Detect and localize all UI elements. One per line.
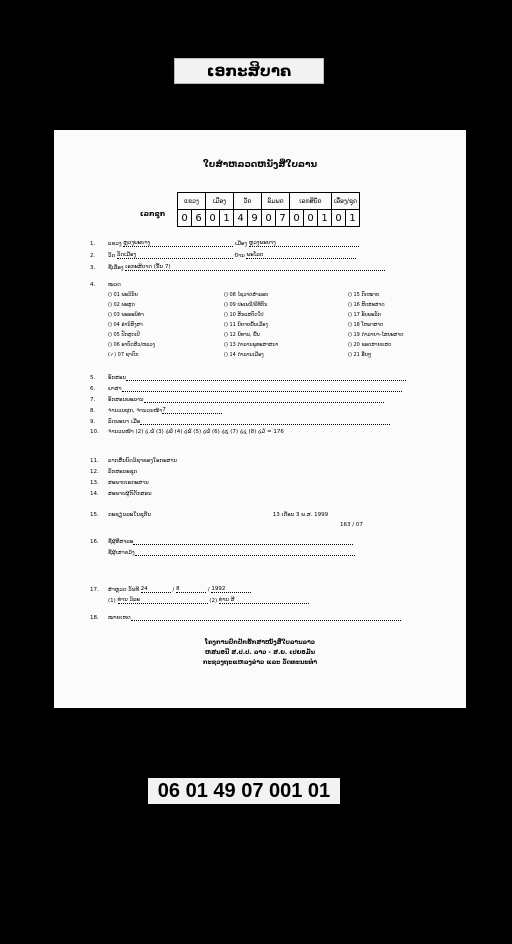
copy-date-field xyxy=(140,418,390,425)
copy-date-label: ລົດພະນາ ເມື່ອ xyxy=(108,419,141,425)
category-option[interactable]: () 12 ນິທານ, ພື້ນ xyxy=(224,332,260,338)
code-digit: 0 xyxy=(304,210,318,227)
category-option[interactable]: () 08 ໄຊວາດສຳລອບ xyxy=(224,292,269,298)
document-tag-label: ເອກະສິບາຄ xyxy=(174,58,324,84)
code-digit: 0 xyxy=(178,210,192,227)
sponsor-field xyxy=(133,538,353,545)
field-row-17b: (1) ທ່ານ ວິລະ (2) ທ່ານ ສີ xyxy=(108,597,309,604)
field-row-16: 16. ຊື່ຜູ້ທີ່ສາລະ xyxy=(90,538,353,545)
category-option[interactable]: () 09 ປະເພນີ/ພີທີກັນ xyxy=(224,302,268,308)
colophon-days: 163 xyxy=(340,522,351,528)
scribe-label: ຊື່ຜູ້ເສາຂວ້ງ xyxy=(108,550,135,556)
code-header-row xyxy=(178,193,360,210)
code-header-province: ແຂວງ xyxy=(178,193,206,210)
bundle-type-label: ລັກສະນະຊຸດ xyxy=(108,469,138,475)
category-option[interactable]: () 18 ໂຫລາສາດ xyxy=(348,322,384,328)
script-label: ອັກສອນ xyxy=(108,375,127,381)
code-digit: 9 xyxy=(248,210,262,227)
code-digit: 0 xyxy=(290,210,304,227)
field-village-label: ບ້ານ xyxy=(234,253,245,259)
field-row-6: 6. ພາສາ xyxy=(90,385,402,392)
code-header-item: ເລກສິບັດ xyxy=(290,193,332,210)
code-header-temple: ວັດ xyxy=(234,193,262,210)
category-option[interactable]: (✓) 07 ຊາດົກ xyxy=(108,352,139,358)
field-village-text: ພະໂລດ xyxy=(246,252,264,258)
code-digit: 1 xyxy=(346,210,360,227)
survey-year-field xyxy=(211,586,251,593)
bundle-count-field xyxy=(162,407,222,414)
field-temple-value xyxy=(117,252,233,259)
category-option[interactable]: () 06 ອາບົດສີວ/ຫລວງ xyxy=(108,342,156,348)
bundle-count-label: ຈຳນວນຜູກ, ຈຳນວນໜ້າ xyxy=(108,408,163,414)
page-count-label: ຈຳນວນໜ້າ xyxy=(108,429,134,435)
field-title-value xyxy=(125,264,385,271)
field-district-label: ເມືອງ xyxy=(235,241,248,247)
form-footer xyxy=(54,638,466,668)
completeness-label: ລາກສື່ນບົດວິຊາຂອງໃອກະສານ xyxy=(108,458,178,464)
sponsor-label: ຊື່ຜູ້ທີ່ສາລະ xyxy=(108,539,134,545)
category-option[interactable]: () 01 ພະວິນັຍ xyxy=(108,292,138,298)
field-title-label: ຊື່ເລື່ອງ xyxy=(108,265,124,271)
field-row-13: 13. ສະພາບເອກະສານ xyxy=(90,480,149,486)
code-digit-row xyxy=(178,210,360,227)
category-option[interactable]: () 02 ພະສູດ xyxy=(108,302,135,308)
code-digit: 0 xyxy=(262,210,276,227)
condition-label: ສະພາບເອກະສານ xyxy=(108,480,149,486)
field-category-label: ໝວດ xyxy=(108,282,121,288)
field-row-12: 12. ລັກສະນະຊຸດ xyxy=(90,469,138,475)
field-row-11: 11. ລາກສື່ນບົດວິຊາຂອງໃອກະສານ xyxy=(90,458,178,464)
field-province-text: ຫຼວງພະບາງ xyxy=(123,240,151,246)
remarks-label: ໝາຍເຫດ xyxy=(108,615,131,621)
field-row-17: 17. ສຳຫຼວດ ວັນທີ 24 / 8 / 1992 xyxy=(90,586,251,593)
field-row-1: 1. ແຂວງ ຫຼວງພະບາງ ເມືອງ ຫຼວງພະບາງ xyxy=(90,240,359,247)
category-option[interactable]: () 14 ດຳລານເມືອງ xyxy=(224,352,264,358)
code-digit: 6 xyxy=(192,210,206,227)
category-option[interactable]: () 20 ຂອດສາຍຍສດ xyxy=(348,342,392,348)
survey-month-field xyxy=(176,586,206,593)
field-temple-label: ວັດ xyxy=(108,253,116,259)
category-option[interactable]: () 16 ສົດສະສາດ xyxy=(348,302,385,308)
code-digit: 0 xyxy=(332,210,346,227)
category-option[interactable]: () 11 ນິຍາຍພື້ນເມືອງ xyxy=(224,322,268,328)
field-row-7: 7. ອັກສອນພະລານ xyxy=(90,396,384,403)
colophon-extra: 163 / 07 xyxy=(340,522,363,528)
script-condition-label: ສະພາບຜູ້ກົດັກສອນ xyxy=(108,491,152,497)
category-option[interactable]: () 15 ກົດໝາຍ xyxy=(348,292,380,298)
field-province-label: ແຂວງ xyxy=(108,241,122,247)
field-row-4: 4. ໝວດ xyxy=(90,282,121,288)
field-province-value xyxy=(123,240,233,247)
surveyor-2-field xyxy=(219,597,309,604)
code-header-category: ລົມພດ xyxy=(262,193,290,210)
field-row-2: 2. ວັດ ວັດເມືອງ ບ້ານ ພະໂລດ xyxy=(90,252,356,259)
colophon-month: 07 xyxy=(355,522,363,528)
field-row-16b xyxy=(108,549,355,556)
field-row-5: 5. ອັກສອນ xyxy=(90,374,406,381)
footer-line: ກະຊວງຖະແຫລງຂ່າວ ແລະ ວັດທະນະທຳ xyxy=(202,659,318,666)
field-district-value xyxy=(249,240,359,247)
colophon-label: ກະຊຽນລະໃນຊຸກີ່ນ xyxy=(108,512,151,518)
footer-line: ຫສນອນີ ສ.ປ.ປ. ລາວ - ສ.ຍ. ເປຍອມັນ xyxy=(204,649,316,656)
category-option[interactable]: () 21 ອື່ນໆ xyxy=(348,352,372,358)
field-row-15: 15. ກະຊຽນລະໃນຊຸກີ່ນ 13 ເດືອນ 3 ພ.ສ. 1999 xyxy=(90,512,329,518)
scribe-field xyxy=(135,549,355,556)
field-title-text: ເອກະສິບາດ (ນັ້ນ 7) xyxy=(125,264,171,270)
field-village-value xyxy=(246,252,356,259)
field-row-9: 9. ລົດພະນາ ເມື່ອ xyxy=(90,418,390,425)
field-row-8: 8. ຈຳນວນຜູກ, ຈຳນວນໜ້າ7 xyxy=(90,407,222,414)
form-title: ໃບສຳຫລວດຫນັງສືໃບລານ xyxy=(202,160,318,170)
code-digit: 0 xyxy=(206,210,220,227)
bundle-count-value: 7 xyxy=(162,407,166,413)
category-option[interactable]: () 05 ປັກສູດເປີ xyxy=(108,332,140,338)
script-options xyxy=(126,374,406,381)
field-temple-text: ວັດເມືອງ xyxy=(116,252,137,258)
survey-day-field xyxy=(141,586,171,593)
field-row-10: 10. ຈຳນວນໜ້າ (2) ໒.໖ (3) ໒໖ (4) ໒໖ (5) ໒໖ (6) ໒໕ (7) ໒໔ (8) ໒໓ = 176 xyxy=(90,429,284,435)
code-label: ເລກຊຸກ xyxy=(140,210,166,218)
footer-line: ໂຄງການປົກປັກຮັກສາໜັງສືໃບລານລາວ xyxy=(204,639,316,646)
survey-form-sheet xyxy=(54,130,466,708)
page-count-total: = 176 xyxy=(266,429,284,435)
language-options xyxy=(122,385,402,392)
colophon-date: 13 ເດືອນ 3 ພ.ສ. 1999 xyxy=(272,512,329,518)
surveyor-1-field xyxy=(118,597,208,604)
remarks-field xyxy=(131,614,401,621)
field-row-14: 14. ສະພາບຜູ້ກົດັກສອນ xyxy=(90,491,152,497)
field-district-text: ຫຼວງພະບາງ xyxy=(248,240,276,246)
category-option[interactable]: () 13 ດຳລານພູທະສາສນາ xyxy=(224,342,279,348)
field-row-3: 3. ຊື່ເລື່ອງ ເອກະສິບາດ (ນັ້ນ 7) xyxy=(90,264,385,271)
code-digit: 1 xyxy=(318,210,332,227)
category-option[interactable]: () 04 ອຳນິສົງສາ xyxy=(108,322,143,328)
survey-date-label: ສຳຫຼວດ ວັນທີ xyxy=(108,587,139,593)
category-option[interactable]: () 17 ອັບພະລັກ xyxy=(348,312,381,318)
survey-year: 1992 xyxy=(211,586,226,592)
reference-number-label: 06 01 49 07 001 01 xyxy=(148,778,340,804)
code-digit: 4 xyxy=(234,210,248,227)
writing-options xyxy=(144,396,384,403)
code-digit: 1 xyxy=(220,210,234,227)
category-option[interactable]: () 10 ສັນແສຕົດໃປ xyxy=(224,312,264,318)
code-digit: 7 xyxy=(276,210,290,227)
category-option[interactable]: () 03 ພະອະພິທຳ xyxy=(108,312,144,318)
writing-label: ອັກສອນພະລານ xyxy=(108,397,144,403)
surveyor-1: ທ່ານ ວິລະ xyxy=(117,597,141,603)
language-label: ພາສາ xyxy=(108,386,122,392)
surveyor-2: ທ່ານ ສີ xyxy=(218,597,235,603)
code-header-set: ເລື່ອງ/ຊຸດ xyxy=(332,193,360,210)
survey-day: 24 xyxy=(140,586,148,592)
category-option[interactable]: () 19 ດຳລາຍາ-ໄສຍະສາດ xyxy=(348,332,404,338)
field-row-18: 18. ໝາຍເຫດ xyxy=(90,614,401,621)
survey-month: 8 xyxy=(176,586,180,592)
code-header-district: ເມືອງ xyxy=(206,193,234,210)
page-count-values: (2) ໒.໖ (3) ໒໖ (4) ໒໖ (5) ໒໖ (6) ໒໕ (7) ໒໔ (8) ໒໓ xyxy=(135,429,266,435)
code-grid xyxy=(177,192,360,227)
